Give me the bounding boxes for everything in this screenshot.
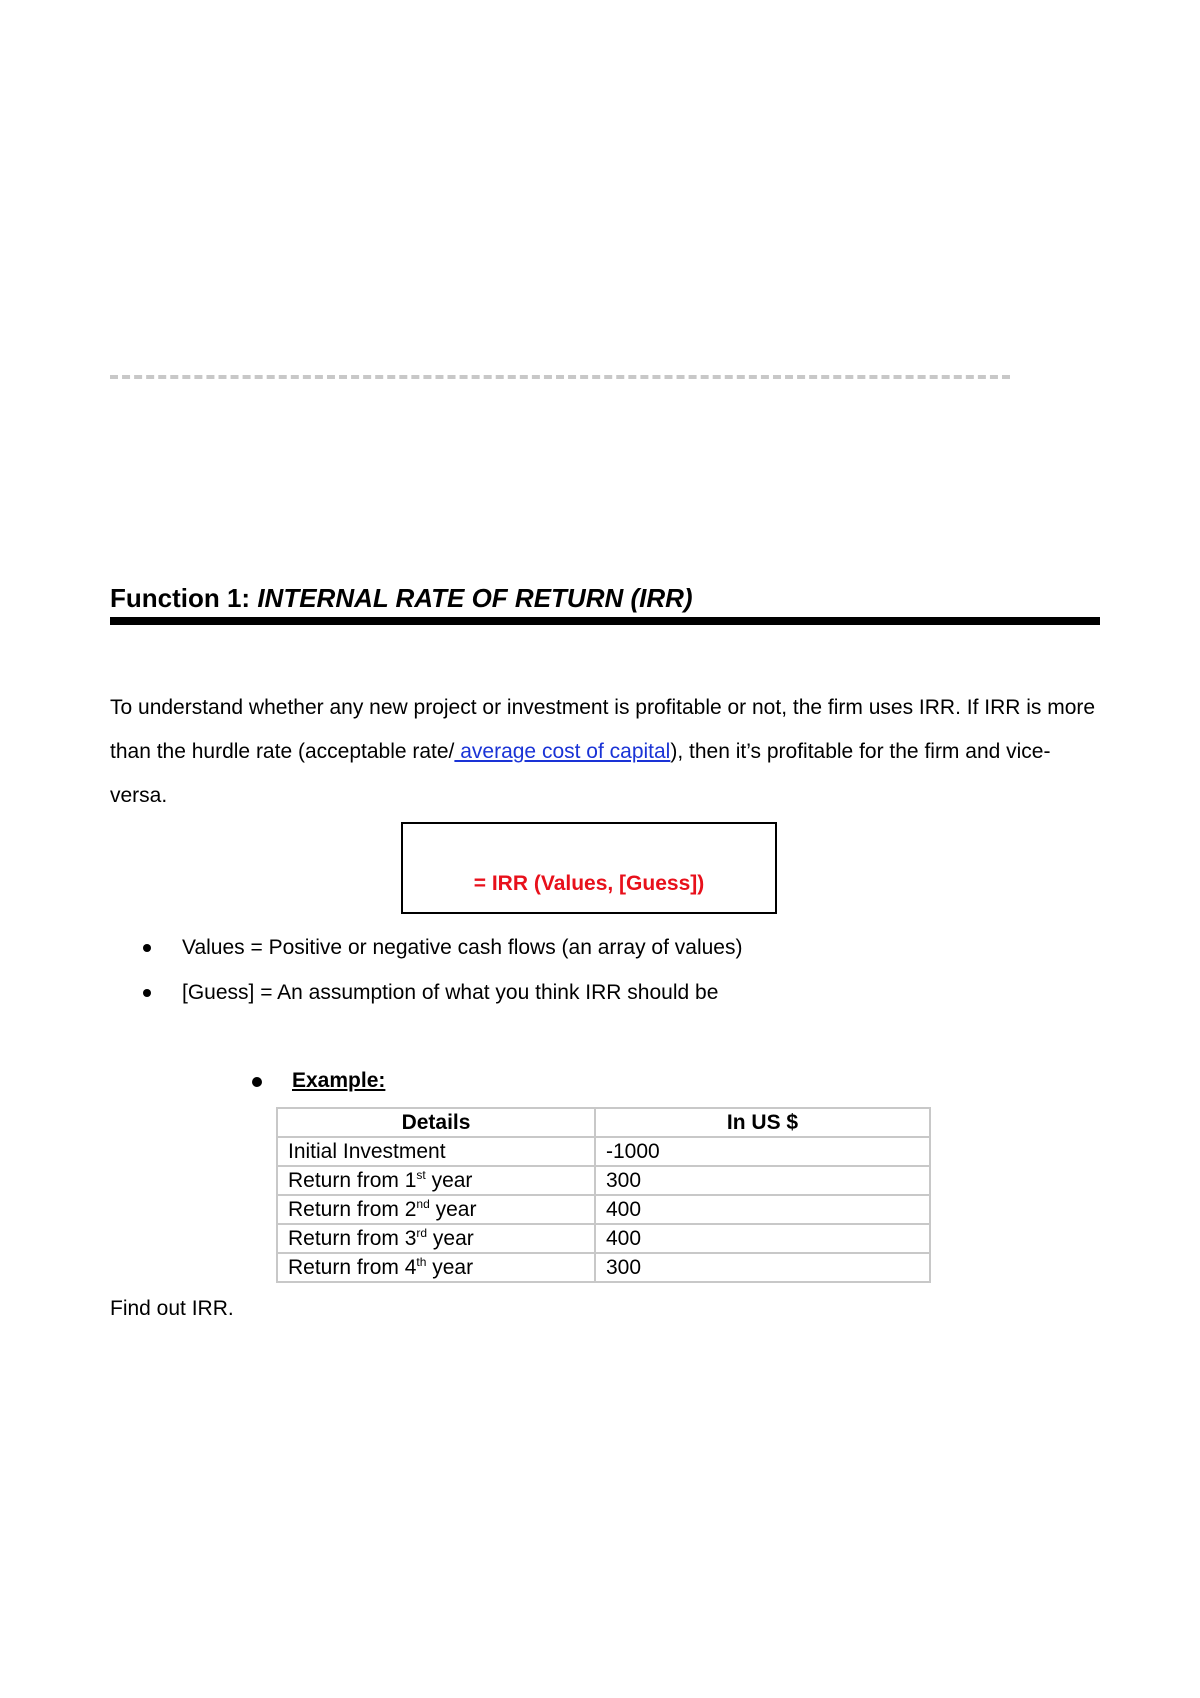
row-label: Return from 3rd year (277, 1224, 595, 1253)
table-row (277, 1224, 930, 1253)
list-item (110, 970, 1100, 1015)
table-row (277, 1137, 930, 1166)
bullet-icon (143, 989, 151, 997)
heading-prefix: Function 1: (110, 583, 258, 613)
bullet-text-guess: [Guess] = An assumption of what you think IRR should be (182, 981, 719, 1004)
intro-text-part2: ), then it’s profitable for the firm and vice-versa. (110, 740, 1051, 807)
table-row (277, 1166, 930, 1195)
row-value: 300 (595, 1253, 930, 1282)
header-details: Details (277, 1108, 595, 1137)
question-text: Find out IRR. (110, 1297, 234, 1320)
row-label: Initial Investment (277, 1137, 595, 1166)
heading-title: INTERNAL RATE OF RETURN (IRR) (257, 583, 693, 613)
row-value: 300 (595, 1166, 930, 1195)
table-row (277, 1195, 930, 1224)
dashed-divider (110, 375, 1010, 379)
row-value: 400 (595, 1224, 930, 1253)
bullet-icon (252, 1077, 262, 1087)
argument-list (110, 925, 1100, 1015)
header-amount: In US $ (595, 1108, 930, 1137)
list-item (110, 925, 1100, 970)
table-header-row (277, 1108, 930, 1137)
bullet-text-values: Values = Positive or negative cash flows (an array of values) (182, 936, 743, 959)
section-heading (110, 581, 693, 615)
table-row (277, 1253, 930, 1282)
row-label: Return from 1st year (277, 1166, 595, 1195)
average-cost-of-capital-link[interactable]: average cost of capital (454, 740, 671, 763)
row-label: Return from 2nd year (277, 1195, 595, 1224)
intro-text-part1: To understand whether any new project or investment is profitable or not, the firm uses IRR. If IRR is more than the hurdle rate (acceptable rate/ (110, 696, 1096, 763)
row-value: -1000 (595, 1137, 930, 1166)
cash-flow-table (276, 1107, 931, 1283)
row-label: Return from 4th year (277, 1253, 595, 1282)
row-value: 400 (595, 1195, 930, 1224)
intro-paragraph (110, 686, 1100, 818)
example-label-text: Example: (292, 1069, 386, 1092)
example-label (252, 1066, 385, 1096)
heading-underline-rule (110, 617, 1100, 625)
bullet-icon (143, 944, 151, 952)
formula-box (401, 822, 777, 914)
irr-formula: = IRR (Values, [Guess]) (473, 872, 705, 895)
